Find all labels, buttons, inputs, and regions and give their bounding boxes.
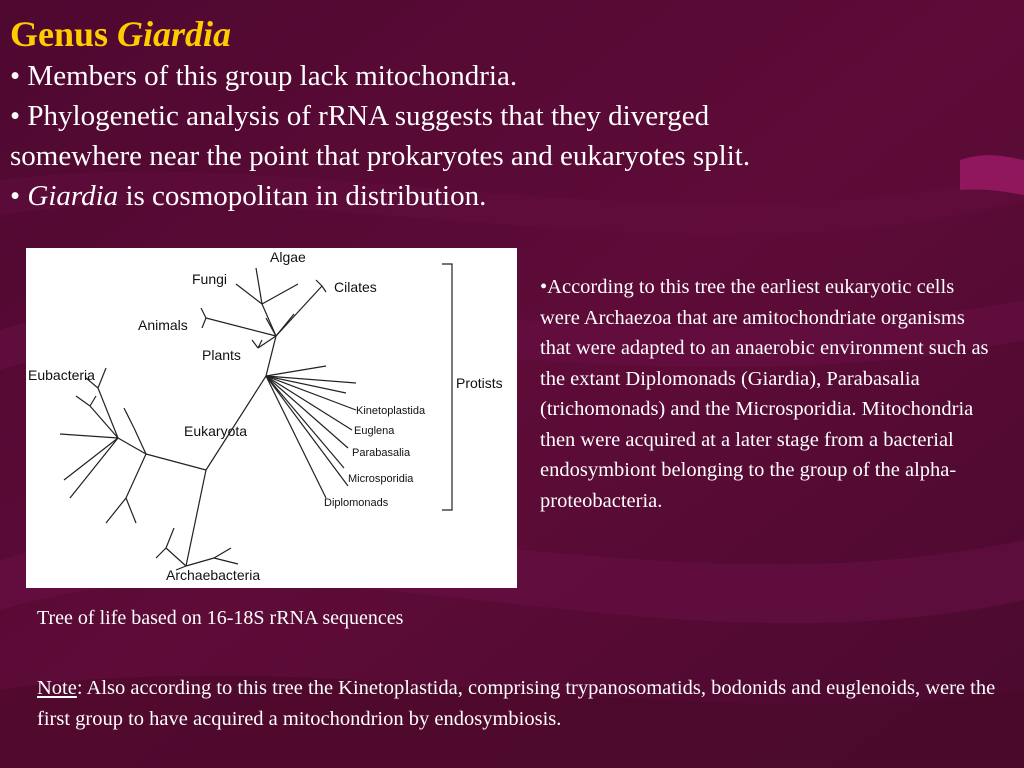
bullet-2-text: Phylogenetic analysis of rRNA suggests that they diverged [27,100,710,132]
label-protists: Protists [456,375,503,391]
note-label: Note [37,677,77,699]
label-ciliates: Cilates [334,279,377,295]
bullet-marker: • [10,100,21,132]
tree-branches [60,264,452,570]
note-text: : Also according to this tree the Kinetoplastida, comprising trypanosomatids, bodonids and euglenoids, were the first group to have acquired a mitochondrion by endosymbiosis. [37,677,996,730]
label-diplomonads: Diplomonads [324,497,389,509]
label-fungi: Fungi [192,271,228,287]
bullet-3-genus: Giardia [27,180,119,212]
bullet-1-text: Members of this group lack mitochondria. [27,60,518,92]
slide-title [10,12,1010,56]
label-microsporidia: Microsporidia [348,473,414,485]
bullet-1 [10,56,1010,96]
label-parabasalia: Parabasalia [352,447,411,459]
label-archaebacteria: Archaebacteria [166,567,261,583]
bullet-2 [10,96,1010,136]
figure-caption: Tree of life based on 16-18S rRNA sequences [37,607,404,629]
bullet-marker: • [10,180,21,212]
tree-of-life-figure [26,248,517,588]
phylogenetic-tree-diagram [26,248,517,588]
bullet-2-continuation [10,136,1010,176]
bullet-marker: • [10,60,21,92]
bullet-3-text: is cosmopolitan in distribution. [118,180,487,212]
bullet-3 [10,176,1010,216]
bullet-2-continuation-text: somewhere near the point that prokaryotes and eukaryotes split. [10,140,751,172]
label-plants: Plants [202,347,241,363]
note-paragraph [37,673,997,734]
explanation-paragraph: •According to this tree the earliest eukaryotic cells were Archaezoa that are amitochondriate organisms that were adapted to an anaerobic environment such as the extant Diplomonads (Giardia), Parabasalia (trichomonads) and the Microsporidia. Mitochondria then were acquired at a later stage from a bacterial endosymbiont belonging to the group of the alpha-proteobacteria. [540,276,989,512]
label-animals: Animals [138,317,188,333]
label-kinetoplastida: Kinetoplastida [356,405,426,417]
title-block [10,12,1010,216]
title-genus-name: Giardia [117,14,232,54]
title-prefix: Genus [10,14,109,54]
label-euglena: Euglena [354,425,395,437]
label-algae: Algae [270,249,306,265]
label-eubacteria: Eubacteria [28,367,95,383]
label-eukaryota: Eukaryota [184,423,248,439]
